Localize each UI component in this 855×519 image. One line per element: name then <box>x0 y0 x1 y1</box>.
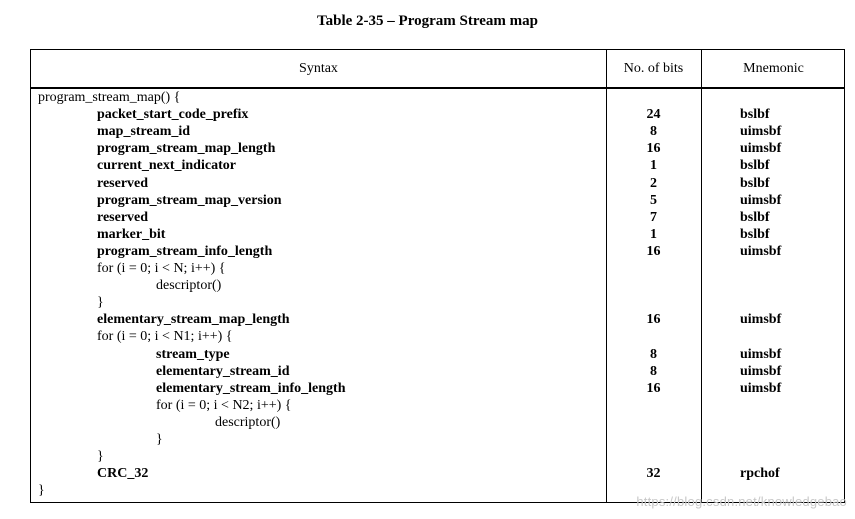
table-row <box>31 226 844 243</box>
syntax-cell: } <box>97 295 104 311</box>
mnemonic-cell: bslbf <box>740 175 770 191</box>
table-row <box>31 106 844 123</box>
syntax-cell: program_stream_info_length <box>97 243 273 259</box>
table-row <box>31 260 844 277</box>
syntax-cell: program_stream_map() { <box>38 90 181 105</box>
mnemonic-cell: uimsbf <box>740 346 782 362</box>
bits-cell: 5 <box>650 192 657 208</box>
table-row <box>31 380 844 397</box>
table-row <box>31 311 844 328</box>
mnemonic-cell: rpchof <box>740 466 780 482</box>
table-row <box>31 431 844 448</box>
syntax-cell: reserved <box>97 209 149 225</box>
syntax-cell: program_stream_map_version <box>97 192 282 208</box>
mnemonic-cell: uimsbf <box>740 380 782 396</box>
header-no-of-bits: No. of bits <box>623 61 684 76</box>
table-row <box>31 192 844 209</box>
mnemonic-cell: bslbf <box>740 209 770 225</box>
syntax-cell: } <box>156 432 163 447</box>
table-row <box>31 175 844 192</box>
syntax-cell: stream_type <box>156 346 230 362</box>
table-row <box>31 294 844 311</box>
syntax-cell: } <box>38 483 45 499</box>
bits-cell: 16 <box>646 243 661 259</box>
table-row <box>31 465 844 482</box>
syntax-cell: for (i = 0; i < N1; i++) { <box>97 329 233 345</box>
table-row <box>31 397 844 414</box>
syntax-cell: map_stream_id <box>97 124 191 140</box>
bits-cell: 1 <box>650 226 657 242</box>
syntax-cell: elementary_stream_id <box>156 363 290 379</box>
syntax-cell: CRC_32 <box>97 466 149 482</box>
syntax-cell: elementary_stream_map_length <box>97 312 290 328</box>
syntax-cell: packet_start_code_prefix <box>97 107 249 123</box>
mnemonic-cell: uimsbf <box>740 363 782 379</box>
bits-cell: 1 <box>650 158 657 174</box>
bits-cell: 32 <box>646 466 661 482</box>
bits-cell: 16 <box>646 312 661 328</box>
bits-cell: 2 <box>650 175 657 191</box>
table-row <box>31 414 844 431</box>
mnemonic-cell: uimsbf <box>740 124 782 140</box>
syntax-cell: current_next_indicator <box>97 158 236 174</box>
mnemonic-cell: uimsbf <box>740 192 782 208</box>
table-row <box>31 209 844 226</box>
bits-cell: 8 <box>650 124 657 140</box>
syntax-cell: for (i = 0; i < N; i++) { <box>97 261 226 276</box>
syntax-cell: elementary_stream_info_length <box>156 380 346 396</box>
bits-cell: 24 <box>646 107 661 123</box>
table-row <box>31 328 844 345</box>
bits-cell: 8 <box>650 346 657 362</box>
program-stream-map-table <box>30 49 845 503</box>
syntax-cell: descriptor() <box>215 414 281 430</box>
bits-cell: 7 <box>650 209 657 225</box>
mnemonic-cell: uimsbf <box>740 141 782 157</box>
table-row <box>31 277 844 294</box>
mnemonic-cell: bslbf <box>740 107 770 123</box>
table-row <box>31 140 844 157</box>
syntax-cell: marker_bit <box>97 226 166 242</box>
syntax-cell: program_stream_map_length <box>97 141 276 157</box>
syntax-cell: for (i = 0; i < N2; i++) { <box>156 397 292 413</box>
mnemonic-cell: uimsbf <box>740 243 782 259</box>
bits-cell: 16 <box>646 141 661 157</box>
header-syntax: Syntax <box>299 61 338 76</box>
table-row <box>31 363 844 380</box>
mnemonic-cell: bslbf <box>740 158 770 174</box>
table-title: Table 2-35 – Program Stream map <box>317 13 538 29</box>
mnemonic-cell: bslbf <box>740 226 770 242</box>
bits-cell: 8 <box>650 363 657 379</box>
header-mnemonic: Mnemonic <box>743 61 804 76</box>
watermark: https://blog.csdn.net/knowledgebao <box>636 494 847 509</box>
syntax-cell: } <box>97 449 104 465</box>
table-row <box>31 123 844 140</box>
table-row <box>31 346 844 363</box>
mnemonic-cell: uimsbf <box>740 312 782 328</box>
table-row <box>31 89 844 106</box>
syntax-cell: reserved <box>97 175 149 191</box>
table-row <box>31 448 844 465</box>
syntax-cell: descriptor() <box>156 278 222 294</box>
table-row <box>31 243 844 260</box>
table-row <box>31 157 844 174</box>
bits-cell: 16 <box>646 380 661 396</box>
